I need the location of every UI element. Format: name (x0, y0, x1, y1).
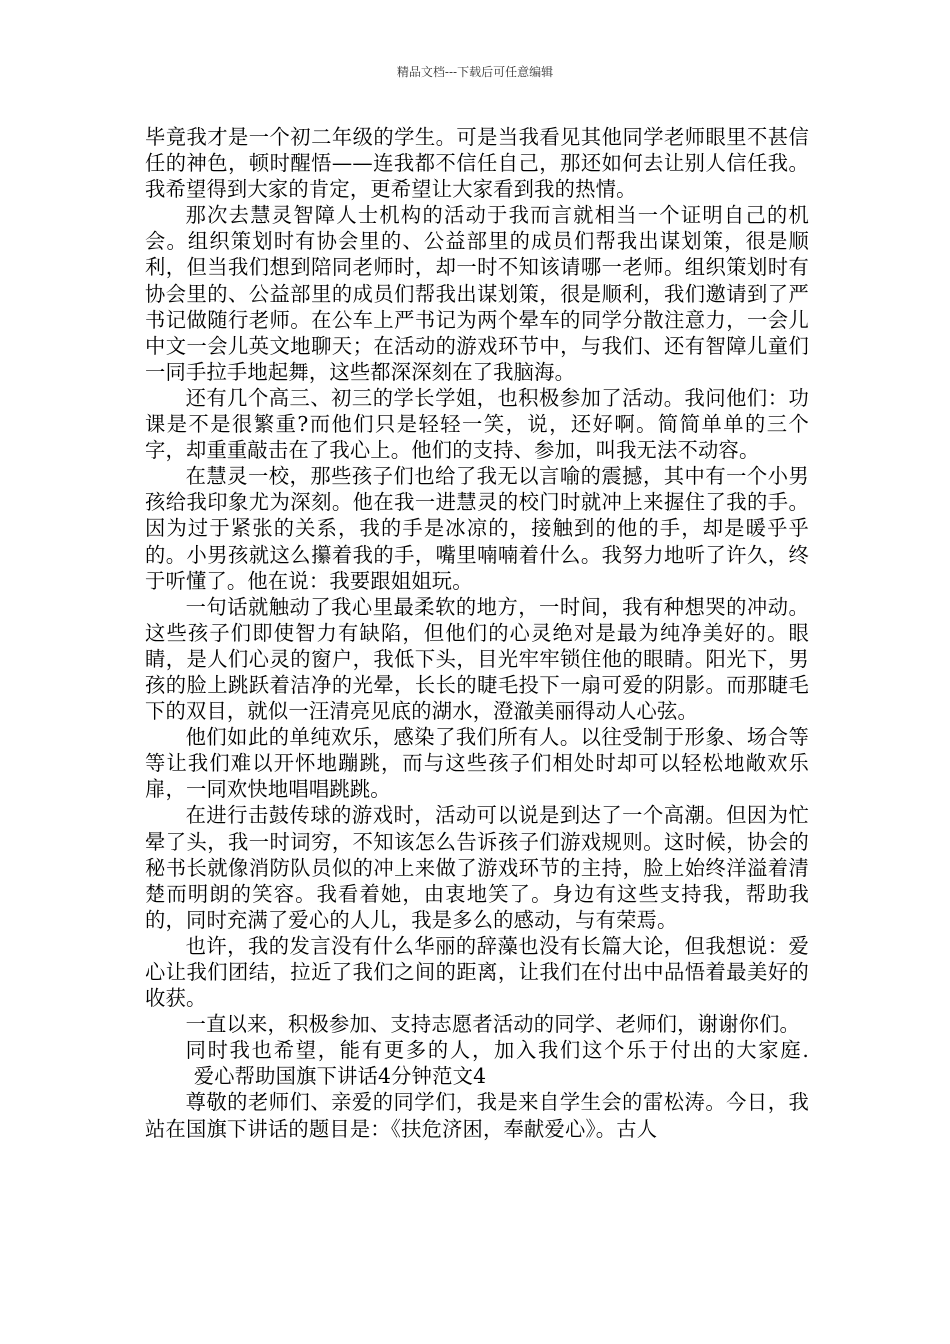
paragraph-11: 尊敬的老师们、亲爱的同学们，我是来自学生会的雷松涛。今日，我站在国旗下讲话的题目是：《扶危济困，奉献爱心》。古人 (145, 1090, 809, 1141)
paragraph-2: 那次去慧灵智障人士机构的活动于我而言就相当一个证明自己的机会。组织策划时有协会里的、公益部里的成员们帮我出谋划策，很是顺利，但当我们想到陪同老师时，却一时不知该请哪一老师。组织策划时有协会里的、公益部里的成员们帮我出谋划策，很是顺利，我们邀请到了严书记做随行老师。在公车上严书记为两个晕车的同学分散注意力，一会儿中文一会儿英文地聊天；在活动的游戏环节中，与我们、还有智障儿童们一同手拉手地起舞，这些都深深刻在了我脑海。 (145, 203, 809, 384)
section-title: 爱心帮助国旗下讲话4分钟范文4 (193, 1064, 487, 1089)
paragraph-5: 一句话就触动了我心里最柔软的地方，一时间，我有种想哭的冲动。这些孩子们即使智力有缺陷，但他们的心灵绝对是最为纯净美好的。眼睛，是人们心灵的窗户，我低下头，目光牢牢锁住他的眼睛。阳光下，男孩的脸上跳跃着洁净的光晕，长长的睫毛投下一扇可爱的阴影。而那睫毛下的双目，就似一汪清亮见底的湖水，澄澈美丽得动人心弦。 (145, 594, 809, 724)
paragraph-7: 在进行击鼓传球的游戏时，活动可以说是到达了一个高潮。但因为忙晕了头，我一时词穷，不知该怎么告诉孩子们游戏规则。这时候，协会的秘书长就像消防队员似的冲上来做了游戏环节的主持，脸上始终洋溢着清楚而明朗的笑容。我看着她，由衷地笑了。身边有这些支持我，帮助我的，同时充满了爱心的人儿，我是多么的感动，与有荣焉。 (145, 803, 809, 932)
paragraph-8: 也许，我的发言没有什么华丽的辞藻也没有长篇大论，但我想说：爱心让我们团结，拉近了我们之间的距离，让我们在付出中品悟着最美好的收获。 (145, 933, 809, 1011)
paragraph-4: 在慧灵一校，那些孩子们也给了我无以言喻的震撼，其中有一个小男孩给我印象尤为深刻。他在我一进慧灵的校门时就冲上来握住了我的手。因为过于紧张的关系，我的手是冰凉的，接触到的他的手，却是暖乎乎的。小男孩就这么攥着我的手，嘴里喃喃着什么。我努力地听了许久，终于听懂了。他在说：我要跟姐姐玩。 (145, 464, 809, 593)
paragraph-9: 一直以来，积极参加、支持志愿者活动的同学、老师们，谢谢你们。 (185, 1012, 801, 1037)
paragraph-6: 他们如此的单纯欢乐，感染了我们所有人。以往受制于形象、场合等等让我们难以开怀地蹦跳，而与这些孩子们相处时却可以轻松地敞欢乐扉，一同欢快地唱唱跳跳。 (145, 725, 809, 802)
paragraph-10 (145, 1037, 809, 1089)
document-body (145, 124, 809, 1142)
paragraph-1: 毕竟我才是一个初二年级的学生。可是当我看见其他同学老师眼里不甚信任的神色，顿时醒悟——连我都不信任自己，那还如何去让别人信任我。我希望得到大家的肯定，更希望让大家看到我的热情。 (145, 125, 809, 202)
paragraph-3: 还有几个高三、初三的学长学姐，也积极参加了活动。我问他们：功课是不是很繁重?而他们只是轻轻一笑，说，还好啊。简简单单的三个字，却重重敲击在了我心上。他们的支持、参加，叫我无法不动容。 (145, 385, 809, 463)
paragraph-10-text: 同时我也希望，能有更多的人，加入我们这个乐于付出的大家庭. (185, 1038, 809, 1063)
page-header: 精品文档---下载后可任意编辑 (396, 65, 554, 79)
